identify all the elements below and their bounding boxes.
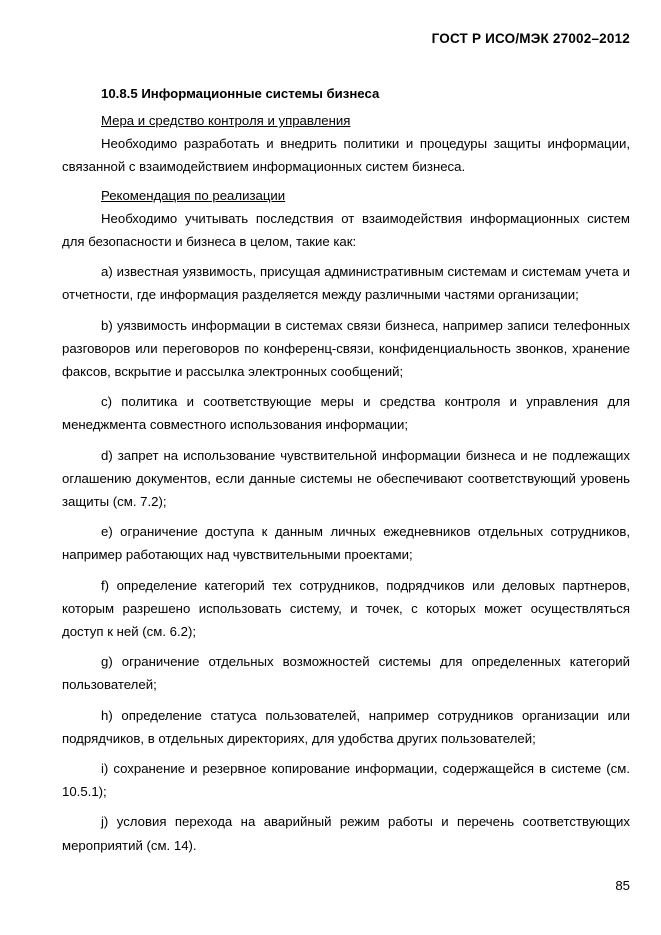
page-content (62, 82, 630, 857)
control-text: Необходимо разработать и внедрить политики и процедуры защиты информации, связанной с взаимодействием информационных систем бизнеса. (62, 136, 630, 175)
list-item-d: d) запрет на использование чувствительной информации бизнеса и не подлежащих оглашению документов, если данные системы не обеспечивают соответствующий уровень защиты (см. 7.2); (62, 447, 630, 510)
list-item-a: а) известная уязвимость, присущая административным системам и системам учета и отчетности, где информация разделяется между различными частями организации; (62, 264, 630, 303)
list-item-j: j) условия перехода на аварийный режим работы и перечень соответствующих мероприятий (см. 14). (62, 814, 630, 853)
list-item-h: h) определение статуса пользователей, например сотрудников организации или подрядчиков, в отдельных директориях, для удобства других пользователей; (62, 707, 630, 746)
section-heading: 10.8.5 Информационные системы бизнеса (101, 86, 380, 101)
list-item-c: c) политика и соответствующие меры и средства контроля и управления для менеджмента совместного использования информации; (62, 394, 630, 433)
guidance-label: Рекомендация по реализации (101, 187, 286, 203)
page-number: 85 (615, 878, 630, 893)
control-label-paragraph (62, 109, 630, 132)
list-item-g: g) ограничение отдельных возможностей системы для определенных категорий пользователей; (62, 654, 630, 693)
control-label: Мера и средство контроля и управления (101, 113, 351, 128)
list-item-e: e) ограничение доступа к данным личных ежедневников отдельных сотрудников, например работающих над чувствительными проектами; (62, 524, 630, 563)
standard-header: ГОСТ Р ИСО/МЭК 27002–2012 (431, 31, 630, 46)
guidance-label-paragraph (62, 184, 630, 207)
list-item-b: b) уязвимость информации в системах связи бизнеса, например записи телефонных разговоров или переговоров по конференц-связи, конфиденциальность звонков, хранение факсов, вскрытие и рассылка электронных сообщений; (62, 317, 630, 380)
list-item-f: f) определение категорий тех сотрудников, подрядчиков или деловых партнеров, которым разрешено использовать систему, и точек, с которых может осуществляться доступ к ней (см. 6.2); (62, 577, 630, 640)
guidance-intro: Необходимо учитывать последствия от взаимодействия информационных систем для безопасности и бизнеса в целом, такие как: (62, 210, 630, 250)
list-item-i: i) сохранение и резервное копирование информации, содержащейся в системе (см. 10.5.1); (62, 761, 630, 800)
